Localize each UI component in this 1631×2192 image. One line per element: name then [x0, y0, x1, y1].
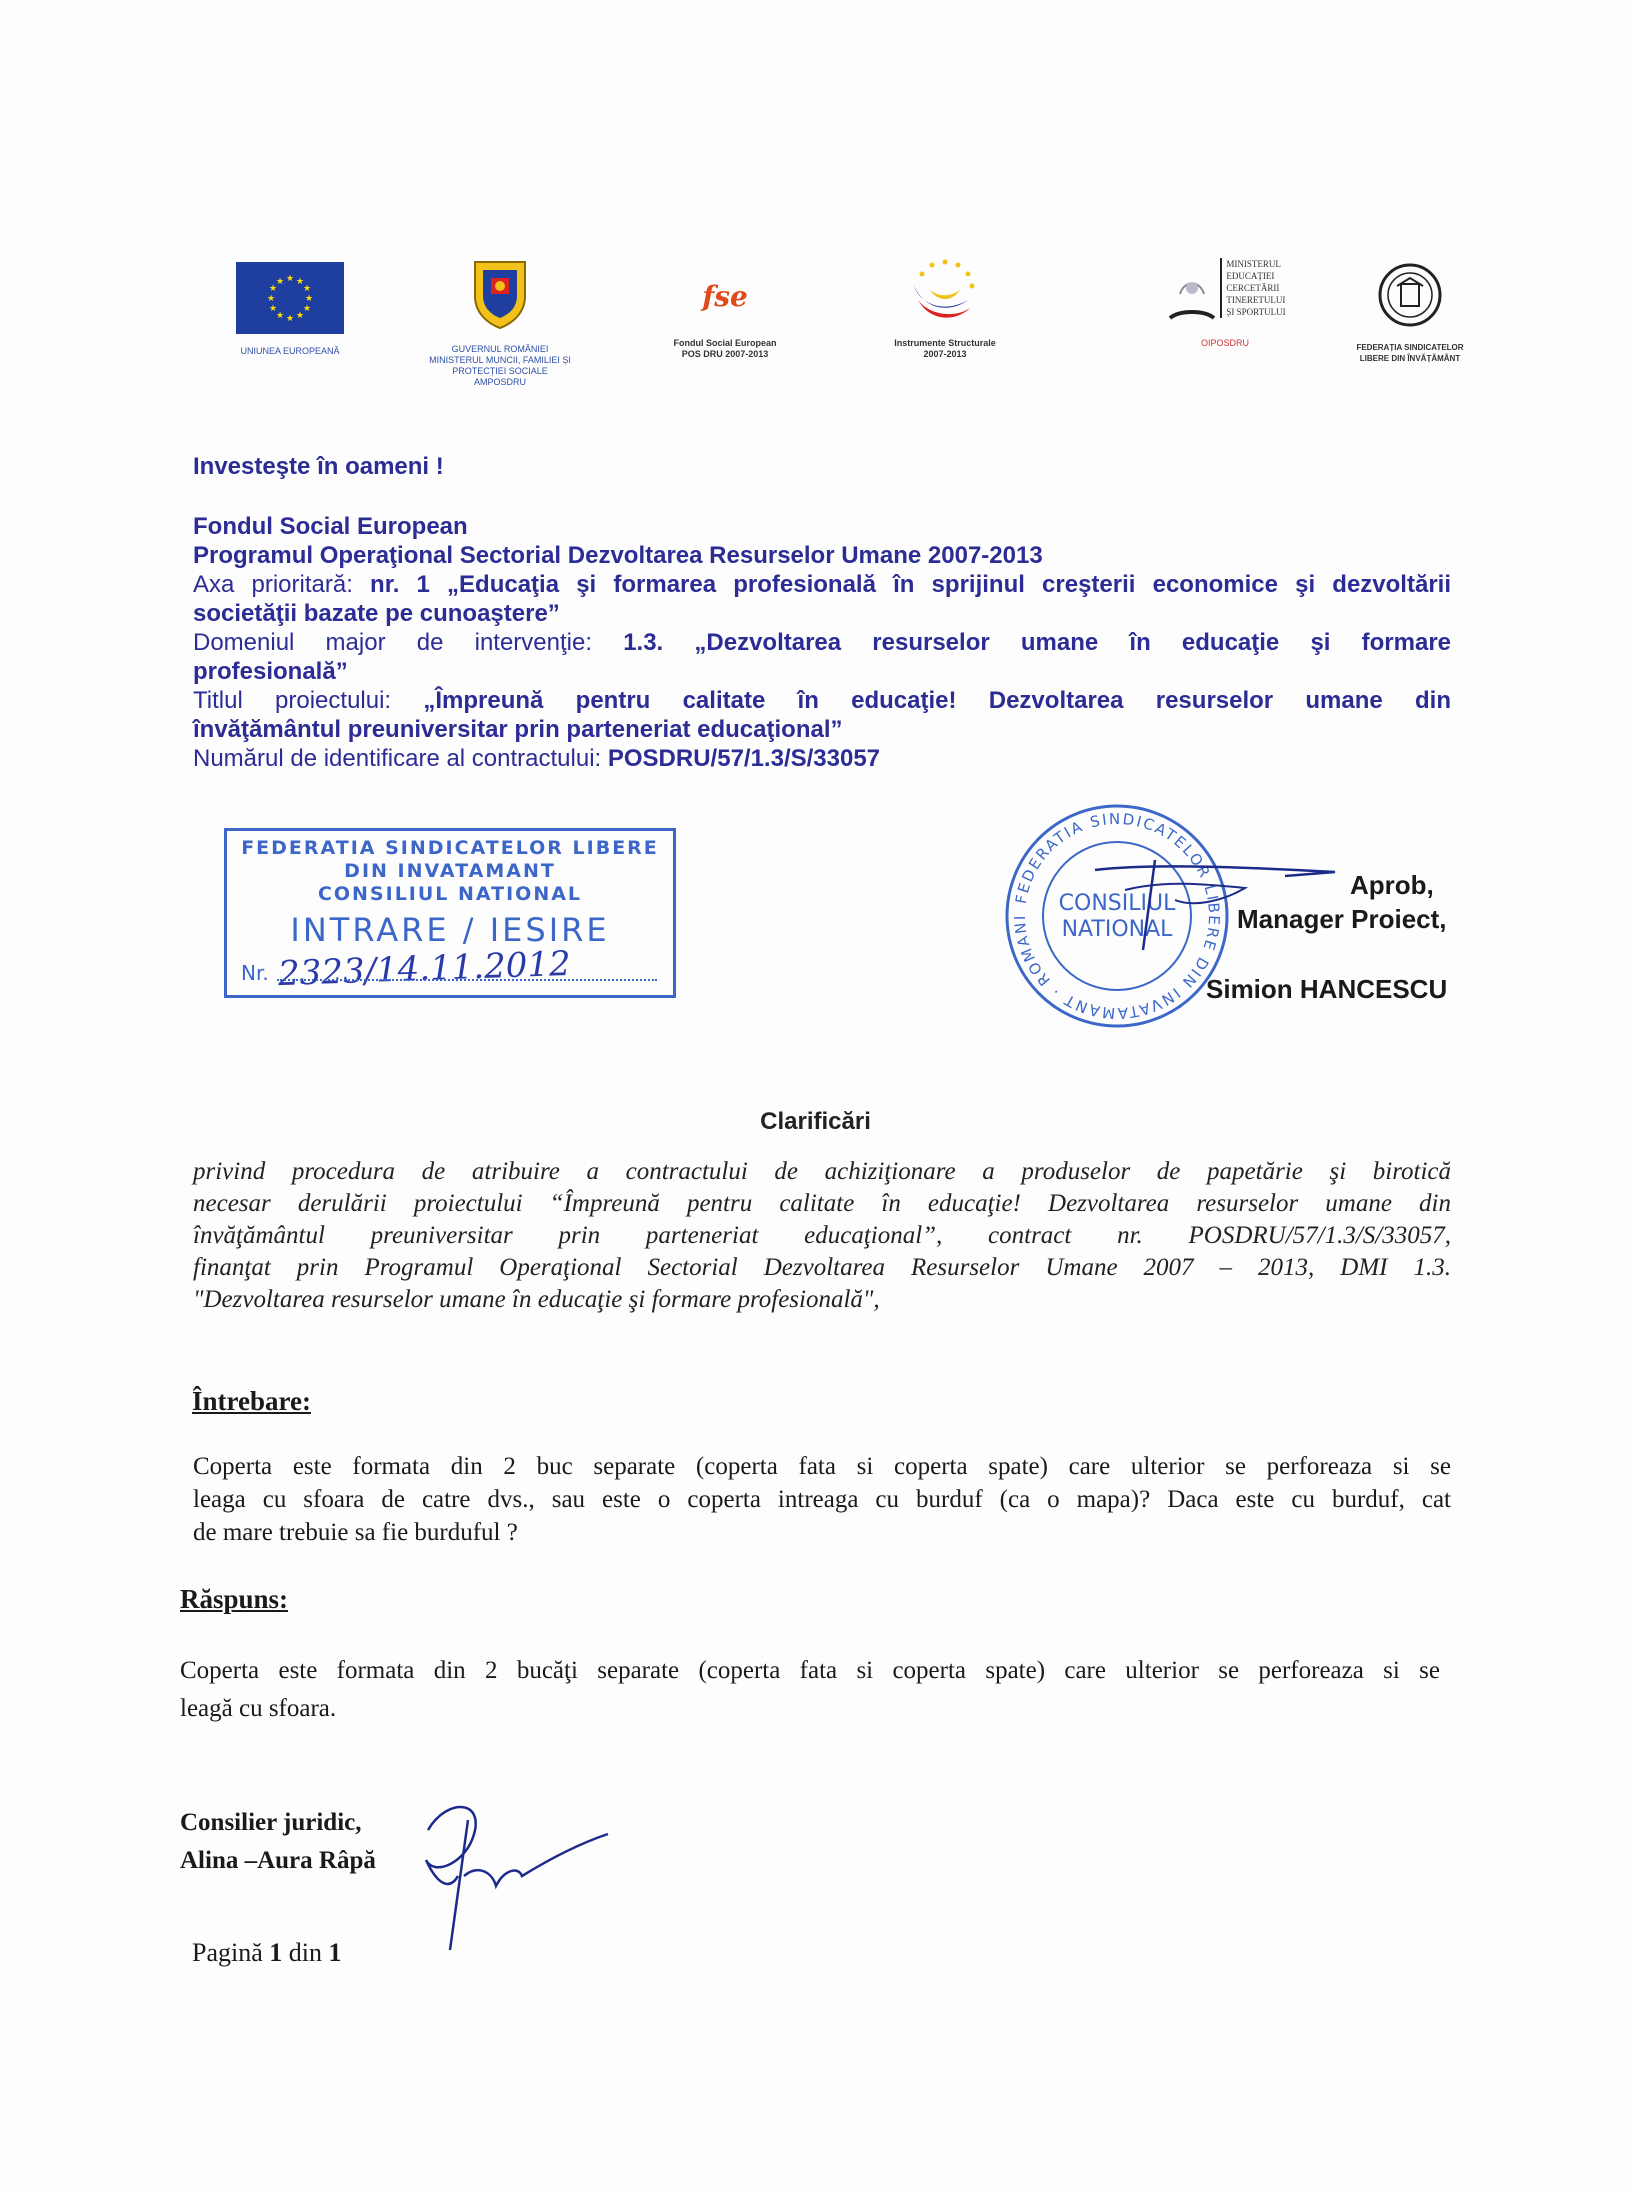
fse-logo: [640, 272, 810, 360]
answer-text: [180, 1652, 1440, 1728]
gov-caption-3: PROTECȚIEI SOCIALE: [452, 366, 548, 376]
ministry-emblem-icon: [1164, 258, 1220, 330]
eu-caption: UNIUNEA EUROPEANĂ: [240, 346, 340, 356]
is-caption-1: Instrumente Structurale: [894, 338, 996, 348]
svg-text:★: ★: [268, 304, 278, 314]
fse-caption-2: POS DRU 2007-2013: [681, 349, 769, 359]
contract-label: Numărul de identificare al contractului:: [193, 745, 608, 772]
svg-text:★: ★: [275, 277, 285, 287]
intro-line: necesar derulării proiectului “Împreună pentru calitate în educaţie! Dezvoltarea resurselor umane din: [193, 1190, 1451, 1217]
round-stamp-center-2: NATIONAL: [1061, 917, 1173, 942]
intro-paragraph: [193, 1156, 1451, 1316]
svg-text:★: ★: [266, 294, 276, 304]
document-title: Clarificări: [760, 1108, 871, 1135]
government-logo: [400, 256, 600, 388]
ministry-text: [1220, 258, 1285, 318]
eu-logo: [200, 262, 380, 357]
stamp-line-3: CONSILIUL NATIONAL: [317, 883, 583, 905]
domeniu-label: Domeniul major de intervenţie:: [193, 629, 624, 656]
federation-logo: [1335, 262, 1485, 364]
gov-caption-2: MINISTERUL MUNCII, FAMILIEI ȘI: [429, 355, 571, 365]
titlu-value-2: învăţământul preuniversitar prin parteneriat educaţional”: [193, 716, 843, 743]
fse-mark-text: fse: [702, 280, 748, 313]
titlu-label: Titlul proiectului:: [193, 687, 424, 714]
svg-text:★: ★: [302, 284, 312, 294]
round-stamp-center-1: CONSILIUL: [1058, 891, 1176, 916]
ministry-text-3: CERCETĂRII: [1226, 283, 1280, 293]
svg-text:★: ★: [304, 294, 314, 304]
gov-caption-4: AMPOSDRU: [473, 377, 526, 387]
stamp-nr-row: [241, 943, 661, 995]
ministry-caption: OIPOSDRU: [1200, 338, 1249, 348]
answer-line: Coperta este formata din 2 bucăţi separate (coperta fata si coperta spate) care ulterior se perforeaza si se: [180, 1657, 1440, 1684]
slogan: Investeşte în oameni !: [193, 453, 444, 480]
stamp-nr-handwritten: 2323/14.11.2012: [277, 943, 572, 995]
answer-line: leagă cu sfoara.: [180, 1695, 337, 1722]
axa-label: Axa prioritară:: [193, 571, 371, 598]
question-line: de mare trebuie sa fie burduful ?: [193, 1519, 518, 1546]
answer-heading: Răspuns:: [180, 1584, 289, 1614]
approval-label: Aprob,: [1350, 870, 1434, 900]
svg-text:★: ★: [275, 311, 285, 321]
titlu-value-1: „Împreună pentru calitate în educaţie! Dezvoltarea resurselor umane din: [423, 687, 1452, 714]
gov-caption-1: GUVERNUL ROMÂNIEI: [451, 344, 549, 354]
ministry-logo: [1150, 258, 1300, 349]
structural-instruments-icon: [900, 256, 990, 328]
ministry-text-2: EDUCAȚIEI: [1226, 271, 1275, 281]
fund-name: Fondul Social European: [193, 513, 468, 540]
titlu-line-1: [193, 686, 1451, 715]
intro-line: "Dezvoltarea resurselor umane în educaţie şi formare profesională",: [193, 1286, 880, 1313]
fse-caption-1: Fondul Social European: [673, 338, 777, 348]
axa-value-1: nr. 1 „Educaţia şi formarea profesională în sprijinul creşterii economice şi dezvoltării: [370, 571, 1451, 598]
program-name: Programul Operaţional Sectorial Dezvoltarea Resurselor Umane 2007-2013: [193, 542, 1043, 569]
page-total: 1: [328, 1938, 342, 1967]
round-stamp-ring-text: FEDERATIA SINDICATELOR LIBERE DIN INVATAMANT · ROMANI: [1010, 809, 1224, 1023]
page-prefix: Pagină: [192, 1938, 270, 1967]
registration-stamp: [224, 828, 676, 998]
signer-role: Consilier juridic,: [180, 1809, 362, 1836]
svg-text:★: ★: [295, 311, 305, 321]
federation-seal-icon: [1377, 262, 1443, 328]
fed-caption-1: FEDERAȚIA SINDICATELOR: [1356, 343, 1464, 352]
axa-line-1: [193, 570, 1451, 599]
stamp-nr-underline: [277, 979, 657, 981]
eu-flag-icon: [236, 262, 344, 334]
fed-caption-2: LIBERE DIN ÎNVĂȚĂMÂNT: [1359, 354, 1461, 363]
stamp-line-4: INTRARE / IESIRE: [290, 911, 610, 949]
page-middle: din: [282, 1938, 329, 1967]
svg-text:★: ★: [302, 304, 312, 314]
ministry-text-4: TINERETULUI: [1226, 295, 1286, 305]
question-text: [193, 1450, 1451, 1549]
svg-text:★: ★: [268, 284, 278, 294]
domeniu-line-1: [193, 628, 1451, 657]
intro-line: privind procedura de atribuire a contractului de achiziţionare a produselor de papetărie şi birotică: [193, 1158, 1451, 1185]
svg-text:★: ★: [285, 274, 295, 284]
svg-text:★: ★: [295, 277, 305, 287]
stamp-line-1: FEDERATIA SINDICATELOR LIBERE: [241, 837, 659, 859]
domeniu-value-2: profesională”: [193, 658, 348, 685]
page-number: [192, 1938, 342, 1968]
stamp-line-2: DIN INVATAMANT: [344, 860, 556, 882]
contract-number: POSDRU/57/1.3/S/33057: [607, 745, 881, 772]
question-line: leaga cu sfoara de catre dvs., sau este o coperta intreaga cu burduf (ca o mapa)? Daca este cu burduf, cat: [193, 1486, 1451, 1513]
approval-role: Manager Proiect,: [1237, 904, 1447, 934]
page-current: 1: [269, 1938, 283, 1967]
fse-mark: [640, 272, 810, 322]
question-line: Coperta este formata din 2 buc separate (coperta fata si coperta spate) care ulterior se perforeaza si se: [193, 1453, 1451, 1480]
stamp-nr-label: Nr.: [241, 961, 269, 985]
intro-line: finanţat prin Programul Operaţional Sectorial Dezvoltarea Resurselor Umane 2007 – 2013, DMI 1.3.: [193, 1254, 1451, 1281]
domeniu-value-1: 1.3. „Dezvoltarea resurselor umane în educaţie şi formare: [623, 629, 1452, 656]
structural-instruments-logo: [860, 256, 1030, 360]
axa-value-2: societăţii bazate pe cunoaştere”: [193, 600, 560, 627]
intro-line: învăţământul preuniversitar prin parteneriat educaţional”, contract nr. POSDRU/57/1.3/S/33057,: [193, 1222, 1451, 1249]
svg-text:★: ★: [285, 314, 295, 324]
question-heading: Întrebare:: [192, 1386, 311, 1416]
ministry-text-1: MINISTERUL: [1226, 259, 1281, 269]
romania-coat-of-arms-icon: [471, 256, 529, 330]
ministry-text-5: ȘI SPORTULUI: [1226, 307, 1286, 317]
contract-line: [193, 744, 1451, 773]
signer-block: [180, 1804, 376, 1880]
is-caption-2: 2007-2013: [923, 349, 967, 359]
signer-name: Alina –Aura Râpă: [180, 1847, 376, 1874]
legal-advisor-signature: [408, 1790, 618, 1970]
approval-name: Simion HANCESCU: [1206, 974, 1448, 1004]
